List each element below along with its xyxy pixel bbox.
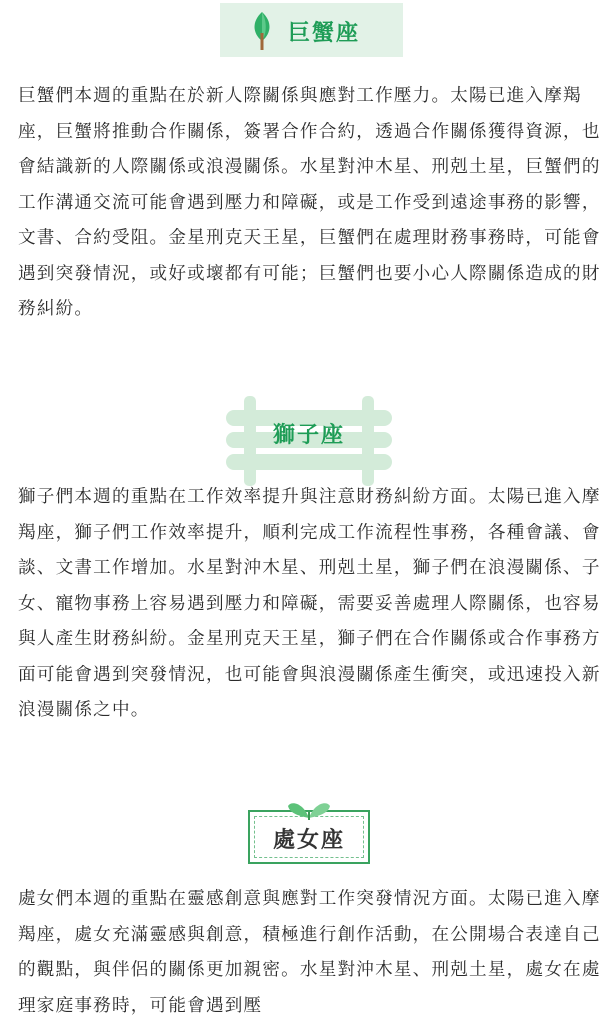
section-header-virgo (248, 800, 374, 870)
section-body: 巨蟹們本週的重點在於新人際關係與應對工作壓力。太陽已進入摩羯座，巨蟹將推動合作關係，簽署合作合約，透過合作關係獲得資源，也會結識新的人際關係或浪漫關係。水星對沖木星、刑剋土星，巨蟹們的工作溝通交流可能會遇到壓力和障礙，或是工作受到遠途事務的影響，文書、合約受阻。金星刑克天王星，巨蟹們在處理財務事務時，可能會遇到突發情況，或好或壞都有可能；巨蟹們也要小心人際關係造成的財務糾紛。 (18, 86, 601, 319)
section-title: 獅子座 (272, 423, 345, 448)
section-header-leo (226, 396, 392, 486)
section-title: 巨蟹座 (288, 21, 361, 46)
sprout-icon (286, 798, 332, 820)
section-body: 獅子們本週的重點在工作效率提升與注意財務糾紛方面。太陽已進入摩羯座，獅子們工作效率提升，順利完成工作流程性事務，各種會議、會談、文書工作增加。水星對沖木星、刑剋土星，獅子們在浪漫關係、子女、寵物事務上容易遇到壓力和障礙，需要妥善處理人際關係，也容易與人產生財務糾紛。金星刑克天王星，獅子們在合作關係或合作事務方面可能會遇到突發情況，也可能會與浪漫關係產生衝突，或迅速投入新浪漫關係之中。 (18, 487, 601, 720)
section-header-cancer (220, 3, 403, 57)
section-body: 處女們本週的重點在靈感創意與應對工作突發情況方面。太陽已進入摩羯座，處女充滿靈感與創意，積極進行創作活動，在公開場合表達自己的觀點，與伴侶的關係更加親密。水星對沖木星、刑剋土星，處女在處理家庭事務時，可能會遇到壓 (18, 889, 601, 1016)
section-title: 處女座 (272, 828, 345, 853)
tree-icon (250, 11, 274, 51)
